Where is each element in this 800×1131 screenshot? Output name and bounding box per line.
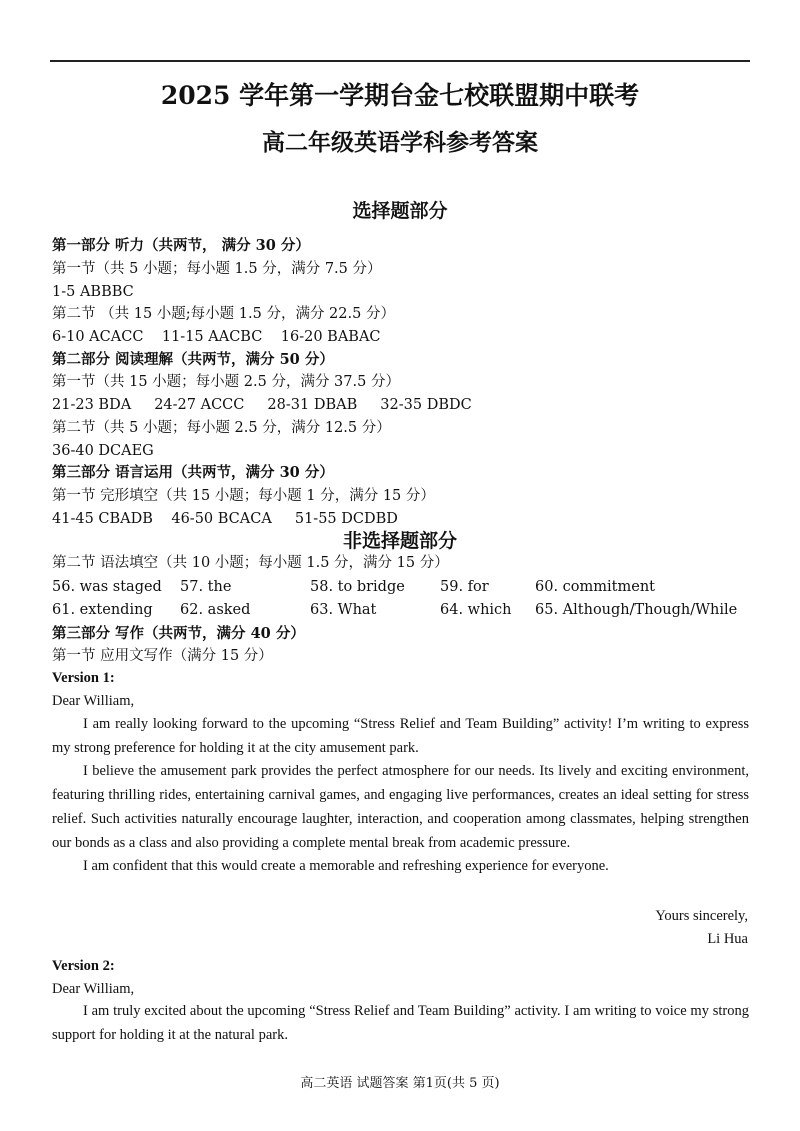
grammar-section-title: 第二节 语法填空（共 10 小题；每小题 1.5 分，满分 15 分） (52, 555, 449, 571)
version1-label: Version 1: (52, 670, 115, 686)
part2-section2-title: 第二节（共 5 小题；每小题 2.5 分，满分 12.5 分） (52, 420, 391, 436)
page-footer: 高二英语 试题答案 第1页(共 5 页) (300, 1076, 500, 1091)
grammar-answer: 58. to bridge (310, 579, 405, 595)
version2-label: Version 2: (52, 958, 115, 974)
objective-heading: 选择题部分 (352, 200, 448, 222)
version2-greeting: Dear William, (52, 981, 135, 997)
grammar-answer: 64. which (440, 602, 512, 618)
version1-closing: Yours sincerely, (655, 908, 748, 924)
part1-section1-answers: 1-5 ABBBC (52, 284, 134, 300)
writing-part-title: 第三部分 写作（共两节，满分 40 分） (52, 625, 305, 642)
part1-section2-answers: 6-10 ACACC 11-15 AACBC 16-20 BABAC (52, 329, 381, 345)
version1-paragraph: I believe the amusement park provides the perfect atmosphere for our needs. Its lively and exciting environment, featuring thrilling rides, entertaining carnival games, and engaging live performances, creates an ideal setting for stress relief. Such activities naturally encourage laughter, interaction, and cooperation among classmates, helping strengthen our bonds as a class and also providing a complete mental break from academic pressure. (52, 763, 749, 851)
grammar-answer: 61. extending (52, 602, 153, 618)
version2-body (52, 1000, 749, 1047)
part3-title: 第三部分 语言运用（共两节，满分 30 分） (52, 464, 334, 481)
grammar-answer: 56. was staged (52, 579, 162, 595)
version1-signature: Li Hua (707, 931, 748, 947)
grammar-answer: 63. What (310, 602, 377, 618)
part3-section1-answers: 41-45 CBADB 46-50 BCACA 51-55 DCDBD (52, 511, 398, 527)
top-rule (50, 60, 750, 62)
exam-title: 2025 学年第一学期台金七校联盟期中联考 (160, 81, 640, 110)
part1-section2-title: 第二节 （共 15 小题;每小题 1.5 分，满分 22.5 分） (52, 306, 395, 322)
part1-title: 第一部分 听力（共两节， 满分 30 分） (52, 237, 310, 254)
part2-section2-answers: 36-40 DCAEG (52, 443, 154, 459)
version2-paragraph: I am truly excited about the upcoming “Stress Relief and Team Building” activity. I am writing to voice my strong support for holding it at the natural park. (52, 1003, 749, 1043)
grammar-answer: 62. asked (180, 602, 251, 618)
writing-section1-title: 第一节 应用文写作（满分 15 分） (52, 648, 273, 664)
part3-section1-title: 第一节 完形填空（共 15 小题；每小题 1 分，满分 15 分） (52, 488, 435, 504)
part2-section1-title: 第一节（共 15 小题；每小题 2.5 分，满分 37.5 分） (52, 374, 400, 390)
grammar-answer: 59. for (440, 579, 489, 595)
part2-title: 第二部分 阅读理解（共两节，满分 50 分） (52, 351, 334, 368)
version1-greeting: Dear William, (52, 693, 135, 709)
version1-paragraph: I am confident that this would create a memorable and refreshing experience for everyone. (83, 858, 609, 875)
subjective-heading: 非选择题部分 (342, 530, 457, 552)
version1-paragraph: I am really looking forward to the upcoming “Stress Relief and Team Building” activity! I’m writing to express my strong preference for holding it at the city amusement park. (52, 716, 749, 756)
version1-body (52, 713, 749, 879)
part1-section1-title: 第一节（共 5 小题；每小题 1.5 分，满分 7.5 分） (52, 261, 382, 277)
part2-section1-answers: 21-23 BDA 24-27 ACCC 28-31 DBAB 32-35 DBDC (52, 397, 472, 413)
grammar-answer: 57. the (180, 579, 232, 595)
grammar-answer: 60. commitment (535, 579, 655, 595)
exam-subtitle: 高二年级英语学科参考答案 (262, 129, 538, 156)
grammar-answer: 65. Although/Though/While (535, 602, 738, 618)
